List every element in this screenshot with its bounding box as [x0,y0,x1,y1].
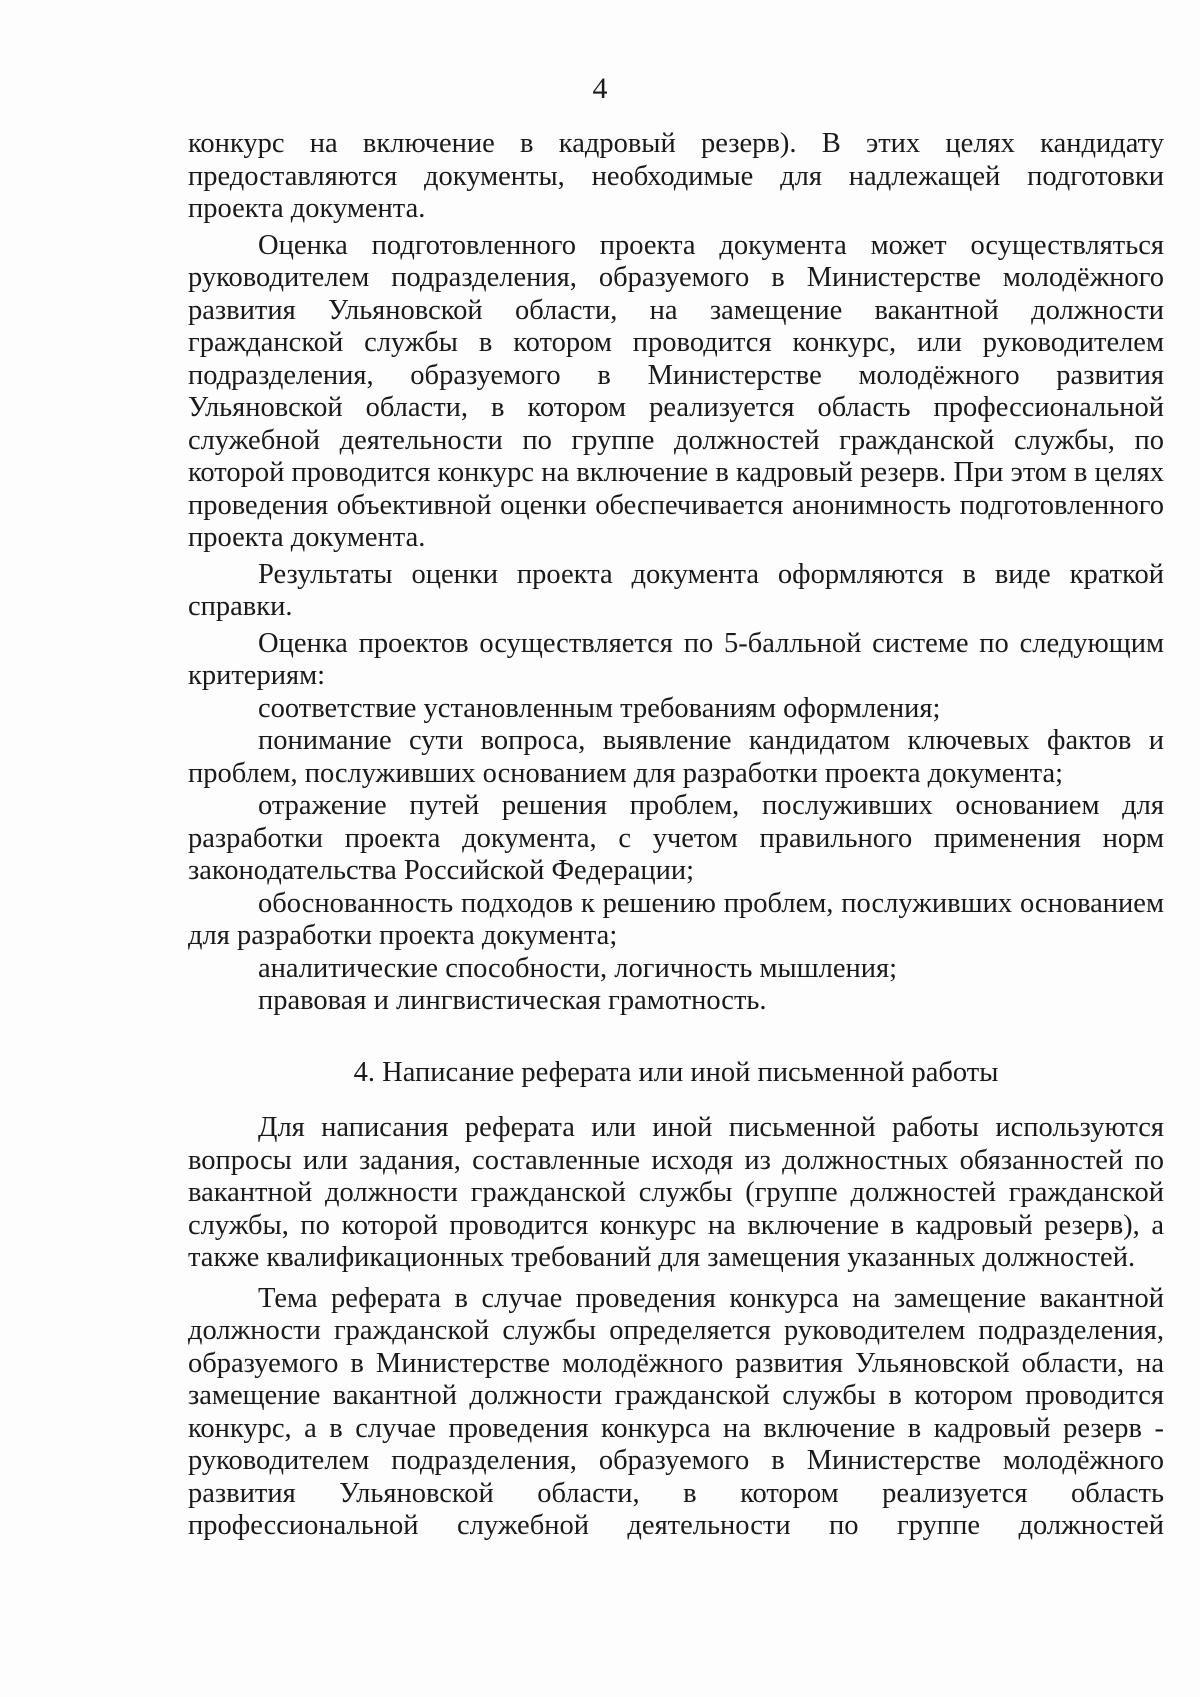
paragraph-criteria-intro: Оценка проектов осуществляется по 5-балльной системе по следующим критериям: [188,627,1164,691]
criterion-item: соответствие установленным требованиям оформления; [258,692,941,724]
criterion-item: аналитические способности, логичность мышления; [258,952,897,984]
section-4-heading: 4. Написание реферата или иной письменной работы [353,1057,999,1088]
paragraph-continuation: конкурс на включение в кадровый резерв). В этих целях кандидату предоставляются документы, необходимые для надлежащей подготовки проекта документа. [188,128,1164,224]
criterion-item: отражение путей решения проблем, послуживших основанием для разработки проекта документа, с учетом правильного применения норм законодательства Российской Федерации; [188,790,1164,886]
paragraph-evaluation: Оценка подготовленного проекта документа может осуществляться руководителем подразделения, образуемого в Министерстве молодёжного развития Ульяновской области, на замещение вакантной должности гражданской службы в котором проводится конкурс, или руководителем подразделения, образуемого в Министерстве молодёжного развития Ульяновской области, в котором реализуется область профессиональной служебной деятельности по группе должностей гражданской службы, по которой проводится конкурс на включение в кадровый резерв. При этом в целях проведения объективной оценки обеспечивается анонимность подготовленного проекта документа. [188,229,1164,553]
section-4-body [188,1112,1164,1543]
section-3-body [188,128,1164,1018]
paragraph-results: Результаты оценки проекта документа оформляются в виде краткой справки. [188,558,1164,622]
criterion-item: правовая и лингвистическая грамотность. [258,985,767,1016]
criterion-item: понимание сути вопроса, выявление кандидатом ключевых фактов и проблем, послуживших основанием для разработки проекта документа; [188,725,1164,789]
paragraph-essay-topic: Тема реферата в случае проведения конкурса на замещение вакантной должности гражданской службы определяется руководителем подразделения, образуемого в Министерстве молодёжного развития Ульяновской области, на замещение вакантной должности гражданской службы в котором проводится конкурс, а в случае проведения конкурса на включение в кадровый резерв - руководителем подразделения, образуемого в Министерстве молодёжного развития Ульяновской области, в котором реализуется область профессиональной служебной деятельности по группе должностей [188,1282,1164,1541]
paragraph-essay-questions: Для написания реферата или иной письменной работы используются вопросы или задания, составленные исходя из должностных обязанностей по вакантной должности гражданской службы (группе должностей гражданской службы, по которой проводится конкурс на включение в кадровый резерв), а также квалификационных требований для замещения указанных должностей. [188,1112,1164,1273]
criterion-item: обоснованность подходов к решению проблем, послуживших основанием для разработки проекта документа; [188,887,1164,951]
page-number: 4 [592,72,608,105]
